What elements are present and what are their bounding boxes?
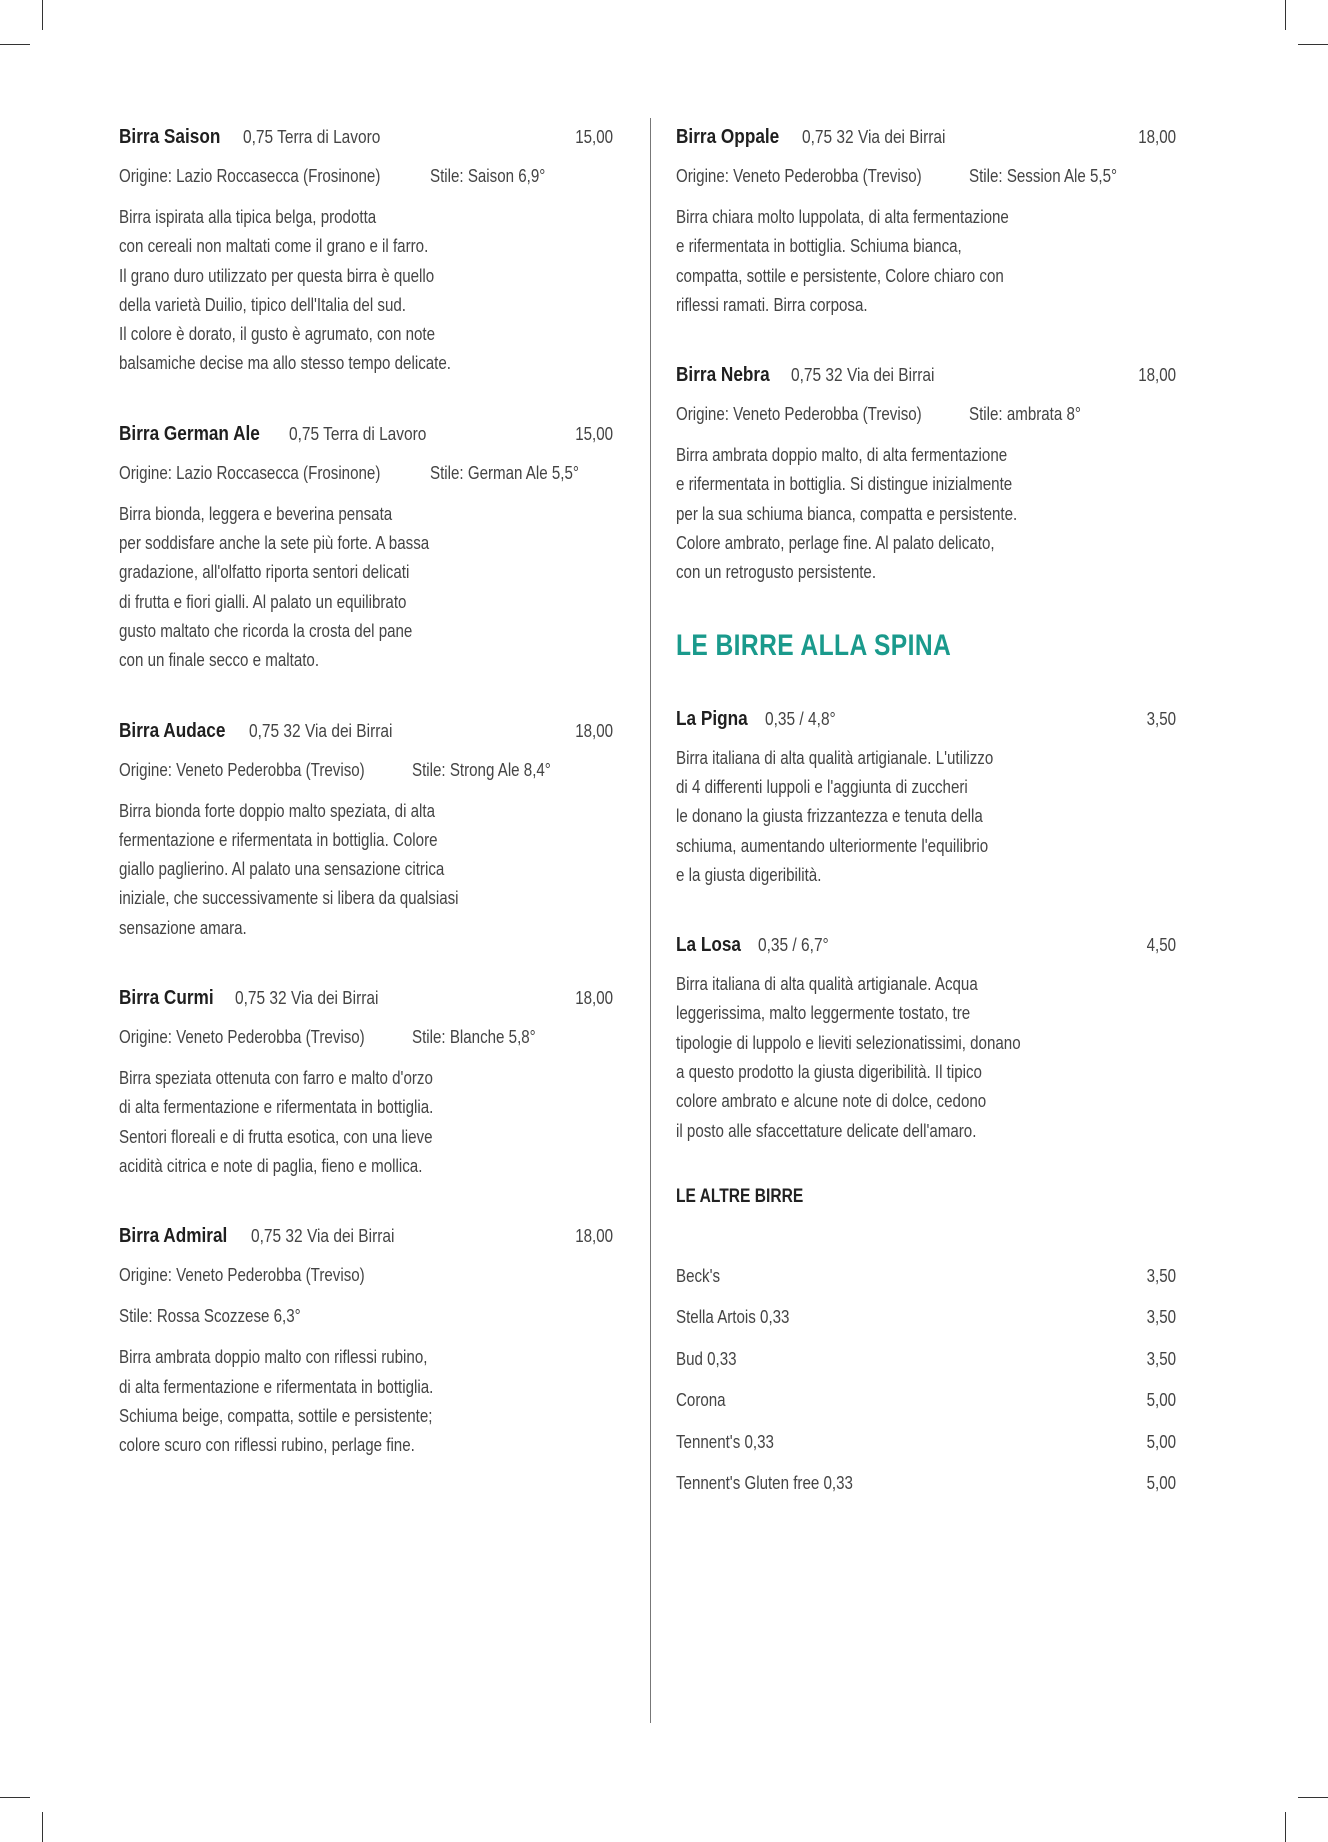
description-line: per soddisfare anche la sete più forte. A bassa [119, 533, 430, 554]
description-line: Birra italiana di alta qualità artigianale. Acqua [676, 974, 978, 995]
beer-name: Birra Audace [119, 719, 226, 742]
beer-item [676, 926, 1176, 1146]
beer-origin: Origine: Veneto Pederobba (Treviso) [676, 166, 922, 186]
description-line: colore scuro con riflessi rubino, perlage fine. [119, 1435, 415, 1456]
other-beer-row [676, 1380, 1176, 1422]
beer-price: 4,50 [1146, 935, 1176, 956]
description-line: le donano la giusta frizzantezza e tenuta della [676, 806, 983, 827]
crop-mark [1285, 0, 1286, 30]
column-divider [650, 118, 651, 1723]
description-line: Birra chiara molto luppolata, di alta fermentazione [676, 207, 1009, 227]
description-line: Birra ispirata alla tipica belga, prodotta [119, 207, 377, 227]
other-beer-price: 3,50 [1146, 1348, 1176, 1369]
description-line: e la giusta digeribilità. [676, 864, 822, 885]
description-line: Il grano duro utilizzato per questa birra è quello [119, 265, 435, 286]
description-line: a questo prodotto la giusta digeribilità. Il tipico [676, 1062, 982, 1083]
beer-origin: Origine: Veneto Pederobba (Treviso) [119, 1027, 365, 1048]
beer-details: 0,75 Terra di Lavoro [242, 127, 381, 147]
beer-header [119, 415, 613, 453]
other-beer-row [676, 1256, 1176, 1298]
description-line: iniziale, che successivamente si libera da qualsiasi [119, 888, 459, 909]
description-line: Sentori floreali e di frutta esotica, con una lieve [119, 1126, 433, 1147]
description-line: con un retrogusto persistente. [676, 562, 877, 583]
beer-header [119, 118, 613, 156]
beer-header [119, 979, 613, 1017]
description-line: e rifermentata in bottiglia. Si distingue inizialmente [676, 474, 1013, 495]
beer-header [119, 1217, 613, 1255]
crop-mark [1285, 1812, 1286, 1842]
beer-name: Birra Nebra [676, 364, 770, 387]
beer-description [119, 797, 613, 943]
beer-item [119, 118, 613, 379]
beer-item [676, 118, 1176, 320]
beer-title [119, 979, 402, 1019]
other-beer-name: Stella Artois 0,33 [676, 1307, 790, 1328]
other-beer-row [676, 1422, 1176, 1464]
description-line: balsamiche decise ma allo stesso tempo delicate. [119, 353, 451, 374]
other-beer-name: Tennent's Gluten free 0,33 [676, 1473, 853, 1494]
beer-style: Stile: Rossa Scozzese 6,3° [119, 1306, 301, 1327]
beer-header [119, 712, 613, 750]
crop-mark [1298, 1797, 1328, 1798]
beer-item [119, 415, 613, 676]
description-line: con cereali non maltati come il grano e il farro. [119, 236, 429, 257]
beer-title [119, 118, 403, 158]
beer-style: Stile: German Ale 5,5° [430, 462, 580, 483]
beer-price: 3,50 [1146, 708, 1176, 729]
beer-item [119, 712, 613, 943]
beer-title [676, 926, 840, 966]
description-line: schiuma, aumentando ulteriormente l'equilibrio [676, 835, 989, 856]
description-line: Birra speziata ottenuta con farro e malto d'orzo [119, 1068, 433, 1089]
description-line: Birra bionda forte doppio malto speziata, di alta [119, 800, 436, 821]
beer-style: Stile: Blanche 5,8° [411, 1027, 536, 1048]
beer-price: 15,00 [575, 127, 613, 147]
beer-price: 18,00 [575, 988, 613, 1009]
description-line: Birra bionda, leggera e beverina pensata [119, 503, 393, 524]
other-beer-row [676, 1339, 1176, 1381]
beer-name: La Pigna [676, 707, 748, 730]
beer-description [119, 500, 613, 676]
description-line: giallo paglierino. Al palato una sensazione citrica [119, 859, 445, 880]
beer-name: Birra Curmi [119, 987, 214, 1010]
beer-origin: Origine: Veneto Pederobba (Treviso) [119, 759, 365, 780]
beer-details: 0,75 32 Via dei Birrai [790, 365, 935, 386]
description-line: il posto alle sfaccettature delicate dell'amaro. [676, 1120, 977, 1141]
other-beer-price: 5,00 [1146, 1431, 1176, 1452]
description-line: di frutta e fiori gialli. Al palato un equilibrato [119, 591, 407, 612]
beer-item [119, 1217, 613, 1460]
description-line: Birra ambrata doppio malto con riflessi rubino, [119, 1347, 428, 1368]
beer-name: La Losa [676, 934, 741, 957]
description-line: sensazione amara. [119, 917, 247, 938]
beer-style: Stile: Session Ale 5,5° [968, 166, 1117, 186]
description-line: di alta fermentazione e rifermentata in bottiglia. [119, 1097, 434, 1118]
beer-name: Birra Admiral [119, 1225, 228, 1248]
beer-name: Birra Saison [119, 126, 221, 148]
beer-origin: Origine: Veneto Pederobba (Treviso) [119, 1265, 365, 1286]
other-beers-list [676, 1256, 1176, 1505]
beer-title [676, 700, 848, 740]
description-line: gradazione, all'olfatto riporta sentori delicati [119, 562, 410, 583]
beer-details: 0,75 Terra di Lavoro [288, 423, 427, 444]
description-line: Il colore è dorato, il gusto è agrumato, con note [119, 324, 436, 345]
beer-title [676, 118, 969, 158]
description-line: Birra italiana di alta qualità artigianale. L'utilizzo [676, 747, 994, 768]
description-line: riflessi ramati. Birra corposa. [676, 294, 868, 315]
beer-title [676, 356, 958, 396]
other-beer-row [676, 1463, 1176, 1505]
section-title-spina: LE BIRRE ALLA SPINA [676, 628, 952, 662]
description-line: Schiuma beige, compatta, sottile e persistente; [119, 1405, 433, 1426]
description-line: e rifermentata in bottiglia. Schiuma bianca, [676, 236, 962, 257]
beer-name: Birra Oppale [676, 126, 780, 148]
beer-header [676, 700, 1176, 738]
beer-header [676, 118, 1176, 156]
other-beer-name: Beck's [676, 1265, 721, 1286]
beer-name: Birra German Ale [119, 422, 260, 445]
description-line: colore ambrato e alcune note di dolce, cedono [676, 1091, 987, 1112]
beer-style: Stile: Saison 6,9° [430, 166, 546, 186]
beer-item [676, 356, 1176, 587]
beer-details: 0,75 32 Via dei Birrai [235, 988, 379, 1009]
beer-item [676, 700, 1176, 890]
description-line: per la sua schiuma bianca, compatta e persistente. [676, 503, 1018, 524]
beer-origin: Origine: Lazio Roccasecca (Frosinone) [119, 462, 381, 483]
description-line: di alta fermentazione e rifermentata in bottiglia. [119, 1376, 434, 1397]
description-line: leggerissima, malto leggermente tostato, tre [676, 1003, 971, 1024]
beer-title [119, 712, 416, 752]
other-beer-name: Bud 0,33 [676, 1348, 737, 1369]
crop-mark [0, 1797, 30, 1798]
beer-price: 18,00 [1138, 365, 1176, 386]
beer-details: 0,35 / 4,8° [765, 708, 837, 729]
description-line: con un finale secco e maltato. [119, 650, 320, 671]
right-column [676, 118, 1176, 1505]
beer-price: 18,00 [575, 720, 613, 741]
crop-mark [42, 0, 43, 30]
beer-style: Stile: ambrata 8° [968, 404, 1081, 425]
beer-description [676, 203, 1176, 320]
beer-details: 0,75 32 Via dei Birrai [802, 127, 946, 147]
other-beer-price: 5,00 [1146, 1473, 1176, 1494]
beer-header [676, 356, 1176, 394]
description-line: Birra ambrata doppio malto, di alta fermentazione [676, 445, 1008, 466]
other-beer-name: Tennent's 0,33 [676, 1431, 774, 1452]
description-line: Colore ambrato, perlage fine. Al palato delicato, [676, 533, 995, 554]
beer-origin: Origine: Lazio Roccasecca (Frosinone) [119, 166, 381, 186]
description-line: di 4 differenti luppoli e l'aggiunta di zuccheri [676, 776, 968, 797]
other-beer-price: 5,00 [1146, 1390, 1176, 1411]
beer-details: 0,75 32 Via dei Birrai [248, 720, 393, 741]
other-beer-name: Corona [676, 1390, 726, 1411]
other-beer-price: 3,50 [1146, 1307, 1176, 1328]
description-line: fermentazione e rifermentata in bottiglia. Colore [119, 829, 438, 850]
section-title-altre: LE ALTRE BIRRE [676, 1185, 804, 1207]
beer-item [119, 979, 613, 1181]
beer-title [119, 415, 449, 455]
beer-price: 18,00 [575, 1226, 613, 1247]
beer-description [119, 1064, 613, 1181]
beer-title [119, 1217, 418, 1257]
beer-header [676, 926, 1176, 964]
description-line: della varietà Duilio, tipico dell'Italia del sud. [119, 294, 406, 315]
crop-mark [1298, 44, 1328, 45]
other-beer-price: 3,50 [1146, 1265, 1176, 1286]
left-column [119, 118, 613, 1460]
other-beer-row [676, 1297, 1176, 1339]
beer-style: Stile: Strong Ale 8,4° [411, 759, 551, 780]
beer-price: 18,00 [1138, 127, 1176, 147]
description-line: tipologie di luppolo e lieviti selezionatissimi, donano [676, 1032, 1021, 1053]
beer-description [119, 1343, 613, 1460]
crop-mark [0, 44, 30, 45]
crop-mark [42, 1812, 43, 1842]
beer-description [676, 970, 1176, 1146]
beer-description [119, 203, 613, 379]
description-line: gusto maltato che ricorda la crosta del pane [119, 620, 413, 641]
beer-origin: Origine: Veneto Pederobba (Treviso) [676, 404, 922, 425]
beer-price: 15,00 [575, 423, 613, 444]
description-line: compatta, sottile e persistente, Colore chiaro con [676, 265, 1004, 286]
beer-description [676, 441, 1176, 587]
beer-details: 0,75 32 Via dei Birrai [250, 1226, 395, 1247]
beer-details: 0,35 / 6,7° [757, 935, 829, 956]
beer-description [676, 744, 1176, 890]
description-line: acidità citrica e note di paglia, fieno e mollica. [119, 1155, 423, 1176]
